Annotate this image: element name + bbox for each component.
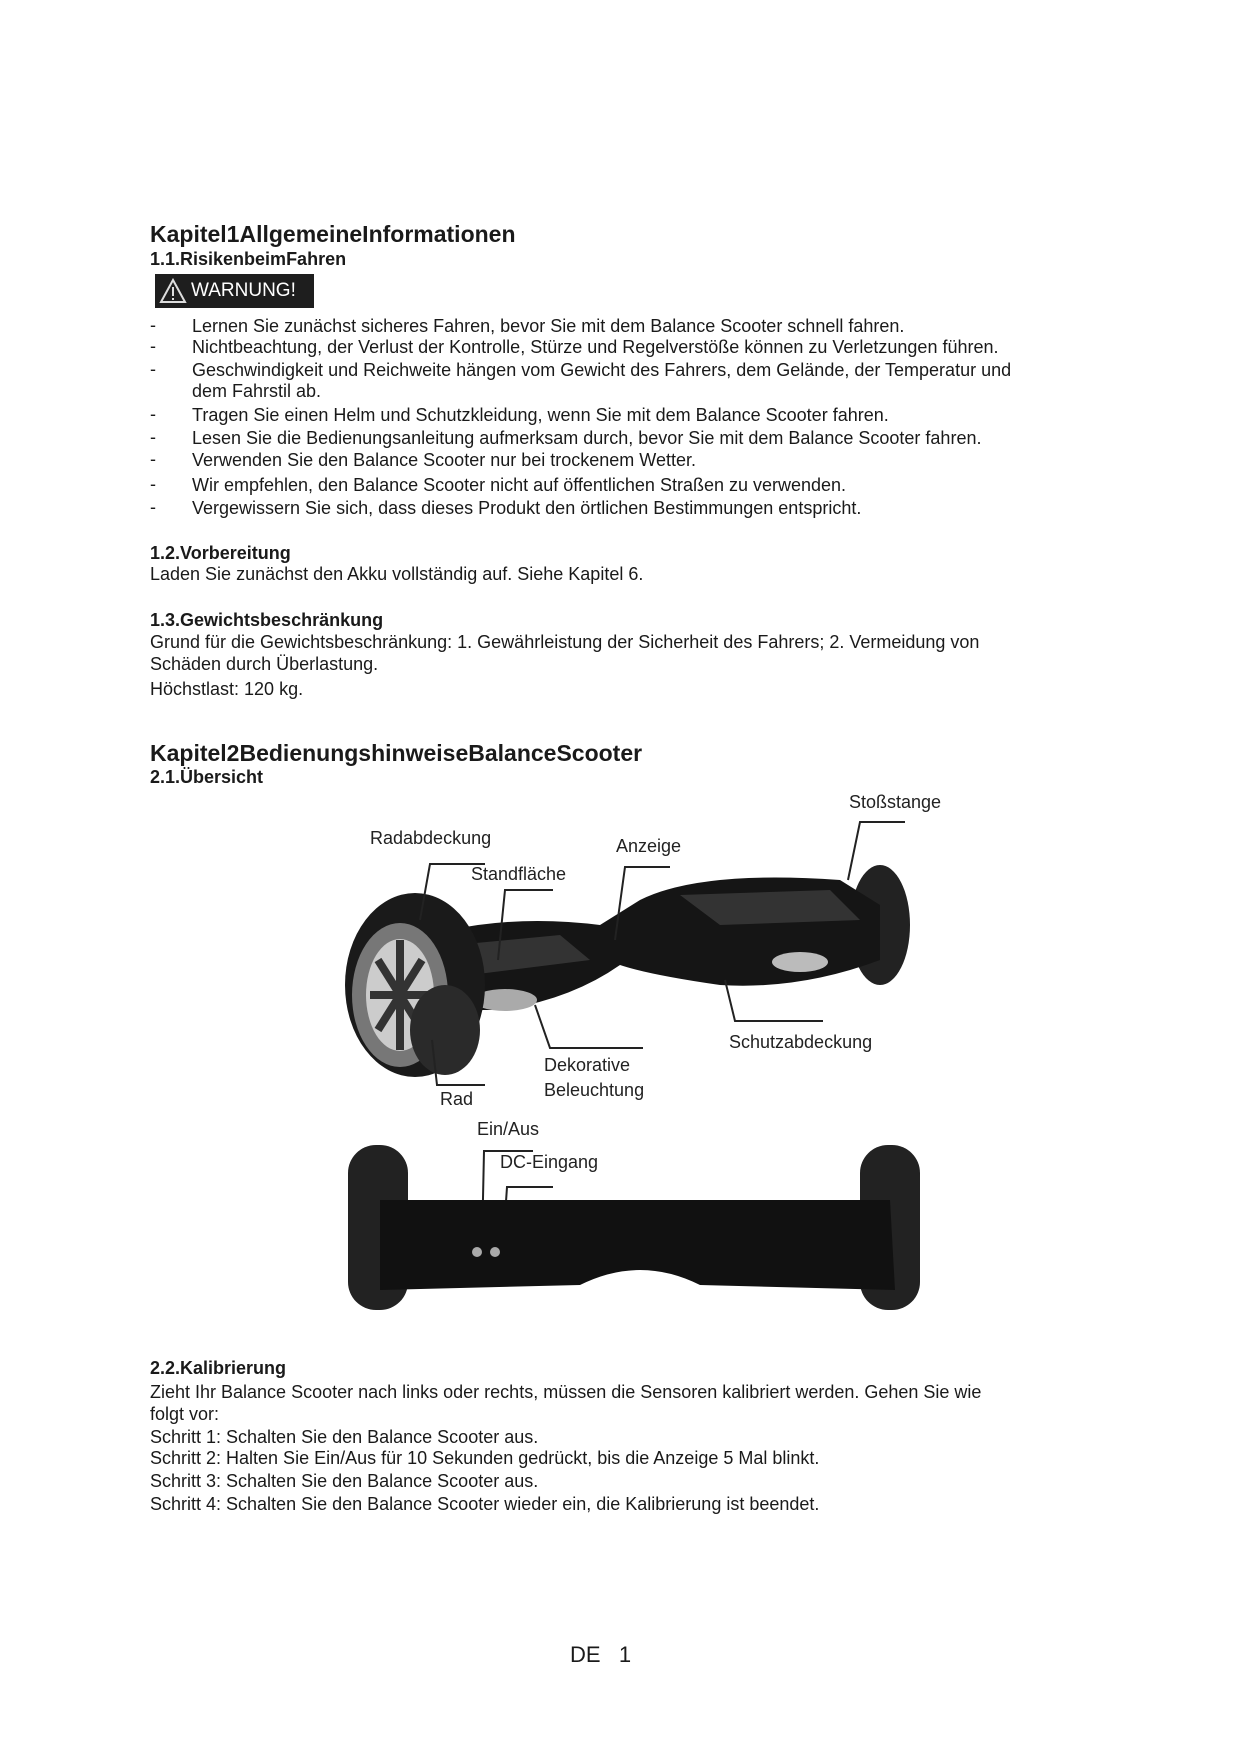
section-1-2-title: 1.2.Vorbereitung (150, 543, 291, 563)
bullet-dash: - (150, 497, 156, 517)
label-bumper: Stoßstange (849, 792, 942, 812)
label-power: Ein/Aus (477, 1119, 540, 1139)
label-dc-input: DC-Eingang (500, 1152, 599, 1172)
list-item: Geschwindigkeit und Reichweite hängen vom Gewicht des Fahrers, dem Gelände, der Temperatur und (192, 360, 1012, 380)
list-item: Tragen Sie einen Helm und Schutzkleidung, wenn Sie mit dem Balance Scooter fahren. (192, 405, 889, 425)
bullet-dash: - (150, 359, 156, 379)
section-2-2-title: 2.2.Kalibrierung (150, 1358, 287, 1378)
bullet-dash: - (150, 315, 156, 335)
section-1-3-line: Grund für die Gewichtsbeschränkung: 1. Gewährleistung der Sicherheit des Fahrers; 2. Vermeidung von (150, 632, 980, 652)
chapter-1-title: Kapitel1AllgemeineInformationen (150, 221, 516, 247)
list-item-continued: dem Fahrstil ab. (192, 381, 322, 401)
list-item: Nichtbeachtung, der Verlust der Kontrolle, Stürze und Regelverstöße können zu Verletzungen führen. (192, 337, 999, 357)
page-footer (570, 1642, 631, 1668)
label-wheel-cover: Radabdeckung (370, 828, 492, 848)
calibration-line: folgt vor: (150, 1404, 220, 1424)
calibration-line: Zieht Ihr Balance Scooter nach links oder rechts, müssen die Sensoren kalibriert werden. Gehen Sie wie (150, 1382, 982, 1402)
bullet-dash: - (150, 404, 156, 424)
bullet-dash: - (150, 449, 156, 469)
bullet-dash: - (150, 336, 156, 356)
section-2-1-title: 2.1.Übersicht (150, 767, 264, 787)
calibration-step: Schritt 3: Schalten Sie den Balance Scooter aus. (150, 1471, 539, 1491)
chapter-2-title: Kapitel2BedienungshinweiseBalanceScooter (150, 740, 643, 766)
scooter-front-image (348, 1145, 920, 1310)
footer-language: DE (570, 1642, 601, 1667)
warning-label: WARNUNG! (191, 280, 296, 301)
section-1-3-title: 1.3.Gewichtsbeschränkung (150, 610, 384, 630)
calibration-step: Schritt 2: Halten Sie Ein/Aus für 10 Sekunden gedrückt, bis die Anzeige 5 Mal blinkt. (150, 1448, 820, 1468)
section-1-3-line: Schäden durch Überlastung. (150, 654, 379, 674)
label-decorative-lighting-1: Dekorative (544, 1055, 631, 1075)
list-item: Verwenden Sie den Balance Scooter nur bei trockenem Wetter. (192, 450, 696, 470)
list-item: Lernen Sie zunächst sicheres Fahren, bevor Sie mit dem Balance Scooter schnell fahren. (192, 316, 905, 336)
bullet-dash: - (150, 474, 156, 494)
list-item: Wir empfehlen, den Balance Scooter nicht auf öffentlichen Straßen zu verwenden. (192, 475, 847, 495)
calibration-step: Schritt 1: Schalten Sie den Balance Scooter aus. (150, 1427, 539, 1447)
list-item: Lesen Sie die Bedienungsanleitung aufmerksam durch, bevor Sie mit dem Balance Scooter fahren. (192, 428, 982, 448)
section-1-2-text: Laden Sie zunächst den Akku vollständig auf. Siehe Kapitel 6. (150, 564, 644, 584)
section-1-1-title: 1.1.RisikenbeimFahren (150, 249, 347, 269)
label-display: Anzeige (616, 836, 682, 856)
calibration-step: Schritt 4: Schalten Sie den Balance Scooter wieder ein, die Kalibrierung ist beendet. (150, 1494, 820, 1514)
max-load: Höchstlast: 120 kg. (150, 679, 304, 699)
label-protective-cover: Schutzabdeckung (729, 1032, 873, 1052)
label-wheel: Rad (440, 1089, 474, 1109)
label-decorative-lighting-2: Beleuchtung (544, 1080, 645, 1100)
bullet-dash: - (150, 427, 156, 447)
label-footpad: Standfläche (471, 864, 567, 884)
list-item: Vergewissern Sie sich, dass dieses Produkt den örtlichen Bestimmungen entspricht. (192, 498, 862, 518)
page-number: 1 (618, 1642, 632, 1667)
